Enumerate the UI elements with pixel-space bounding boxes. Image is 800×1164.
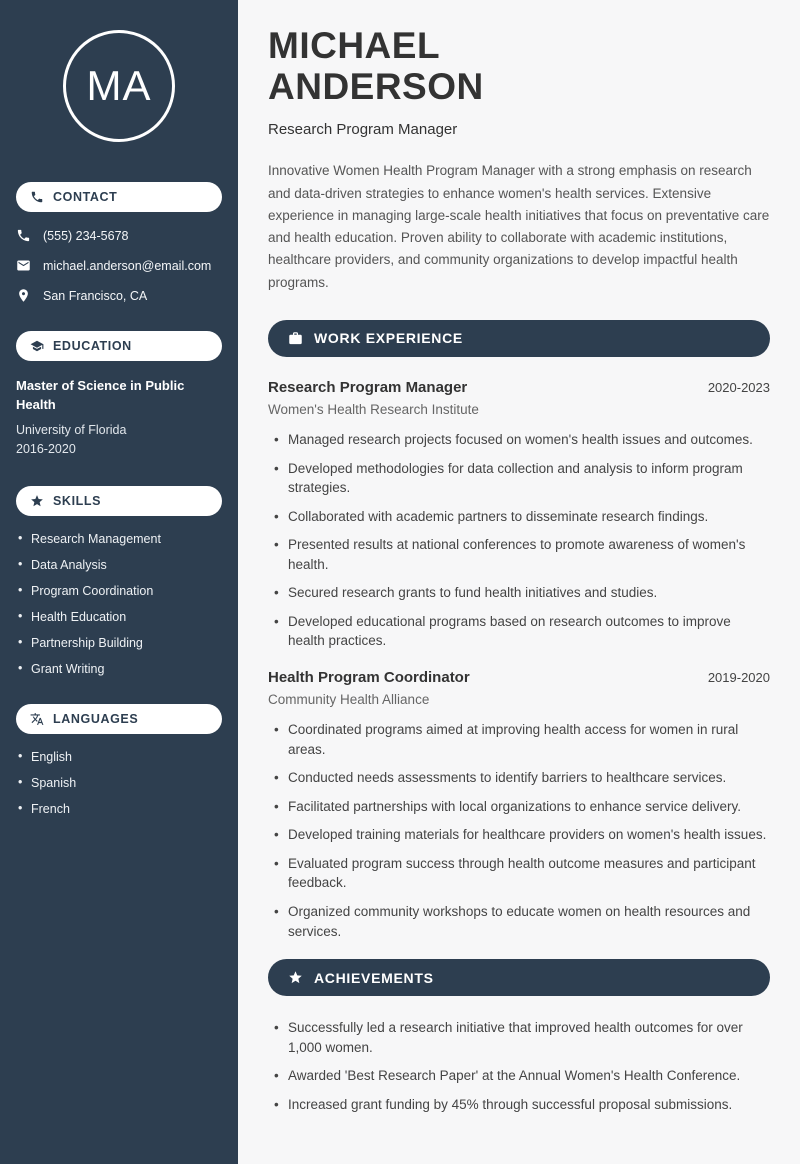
work-experience-banner xyxy=(268,320,770,357)
skill-item: • Program Coordination xyxy=(18,584,222,598)
role-subtitle: Research Program Manager xyxy=(268,121,458,139)
job-bullet: • Coordinated programs aimed at improving health access for women in rural areas. xyxy=(272,720,770,759)
email-icon xyxy=(16,258,31,273)
skill-item: • Data Analysis xyxy=(18,558,222,572)
contact-section-header xyxy=(16,182,222,212)
contact-header-label: CONTACT xyxy=(53,190,118,204)
achievement-bullet: • Successfully led a research initiative that improved health outcomes for over 1,000 women. xyxy=(272,1018,770,1057)
star-icon xyxy=(288,970,303,985)
skill-item: • Partnership Building xyxy=(18,636,222,650)
job-bullet: • Organized community workshops to educate women on health resources and services. xyxy=(272,902,770,941)
contact-rows xyxy=(16,228,222,303)
language-item: • English xyxy=(18,750,222,764)
professional-summary: Innovative Women Health Program Manager with a strong emphasis on research and data-driven strategies to enhance women's health services. Extensive experience in managing large-scale health initiatives that focus on preventative care and health education. Proven ability to collaborate with academic institutions, healthcare providers, and community organizations to develop impactful health programs. xyxy=(268,163,770,290)
education-years: 2016-2020 xyxy=(16,441,76,456)
skills-header-label: SKILLS xyxy=(53,493,102,508)
achievements-list xyxy=(272,1018,770,1114)
sidebar xyxy=(0,0,238,1164)
translate-icon xyxy=(30,712,44,726)
languages-list xyxy=(18,750,222,816)
job-entry xyxy=(268,669,770,941)
email-value: michael.anderson@email.com xyxy=(43,258,212,273)
job-bullet: • Evaluated program success through health outcome measures and participant feedback. xyxy=(272,854,770,893)
job-bullet-list xyxy=(272,720,770,941)
skill-item: • Health Education xyxy=(18,610,222,624)
job-bullet: • Presented results at national conferences to promote awareness of women's health. xyxy=(272,535,770,574)
education-section-header xyxy=(16,331,222,361)
job-company: Community Health Alliance xyxy=(268,692,430,708)
name-heading: MICHAEL ANDERSON xyxy=(268,25,484,107)
achievement-bullet: • Increased grant funding by 45% through successful proposal submissions. xyxy=(272,1095,770,1115)
job-bullet: • Developed training materials for healthcare providers on women's health issues. xyxy=(272,825,770,845)
contact-phone-row xyxy=(16,228,222,243)
phone-icon xyxy=(30,190,44,204)
job-header xyxy=(268,669,770,686)
job-entry xyxy=(268,379,770,651)
job-bullet: • Developed educational programs based on research outcomes to improve health practices. xyxy=(272,612,770,651)
job-dates: 2019-2020 xyxy=(707,670,770,686)
languages-header-label: LANGUAGES xyxy=(53,711,139,726)
phone-value: (555) 234-5678 xyxy=(43,228,129,243)
job-bullet: • Conducted needs assessments to identify barriers to healthcare services. xyxy=(272,768,770,788)
education-header-label: EDUCATION xyxy=(53,339,132,353)
phone-icon xyxy=(16,228,31,243)
job-company: Women's Health Research Institute xyxy=(268,401,479,417)
graduation-cap-icon xyxy=(30,339,44,353)
job-title: Health Program Coordinator xyxy=(268,669,470,687)
star-icon xyxy=(30,494,44,508)
job-dates: 2020-2023 xyxy=(707,379,770,395)
work-experience-header-label: WORK EXPERIENCE xyxy=(314,330,463,347)
job-bullet-list xyxy=(272,430,770,651)
contact-location-row xyxy=(16,288,222,303)
achievements-header-label: ACHIEVEMENTS xyxy=(314,969,434,986)
skill-item: • Grant Writing xyxy=(18,662,222,676)
skills-list xyxy=(18,532,222,676)
job-bullet: • Managed research projects focused on women's health issues and outcomes. xyxy=(272,430,770,450)
languages-section-header xyxy=(16,704,222,734)
skill-item: • Research Management xyxy=(18,532,222,546)
job-bullet: • Facilitated partnerships with local organizations to enhance service delivery. xyxy=(272,797,770,817)
job-bullet: • Collaborated with academic partners to disseminate research findings. xyxy=(272,507,770,527)
language-item: • Spanish xyxy=(18,776,222,790)
briefcase-icon xyxy=(288,331,303,346)
job-bullet: • Secured research grants to fund health initiatives and studies. xyxy=(272,583,770,603)
job-header xyxy=(268,379,770,396)
education-entry xyxy=(16,377,222,456)
job-bullet: • Developed methodologies for data collection and analysis to inform program strategies. xyxy=(272,459,770,498)
main-content xyxy=(238,0,800,1164)
achievement-bullet: • Awarded 'Best Research Paper' at the Annual Women's Health Conference. xyxy=(272,1066,770,1086)
achievements-banner xyxy=(268,959,770,996)
language-item: • French xyxy=(18,802,222,816)
contact-email-row xyxy=(16,258,222,273)
school-name: University of Florida xyxy=(16,422,127,437)
location-value: San Francisco, CA xyxy=(43,288,148,303)
job-title: Research Program Manager xyxy=(268,378,468,396)
degree-name: Master of Science in Public Health xyxy=(16,378,185,412)
avatar xyxy=(63,30,175,142)
location-pin-icon xyxy=(16,288,31,303)
skills-section-header xyxy=(16,486,222,516)
avatar-initials: MA xyxy=(86,62,152,109)
